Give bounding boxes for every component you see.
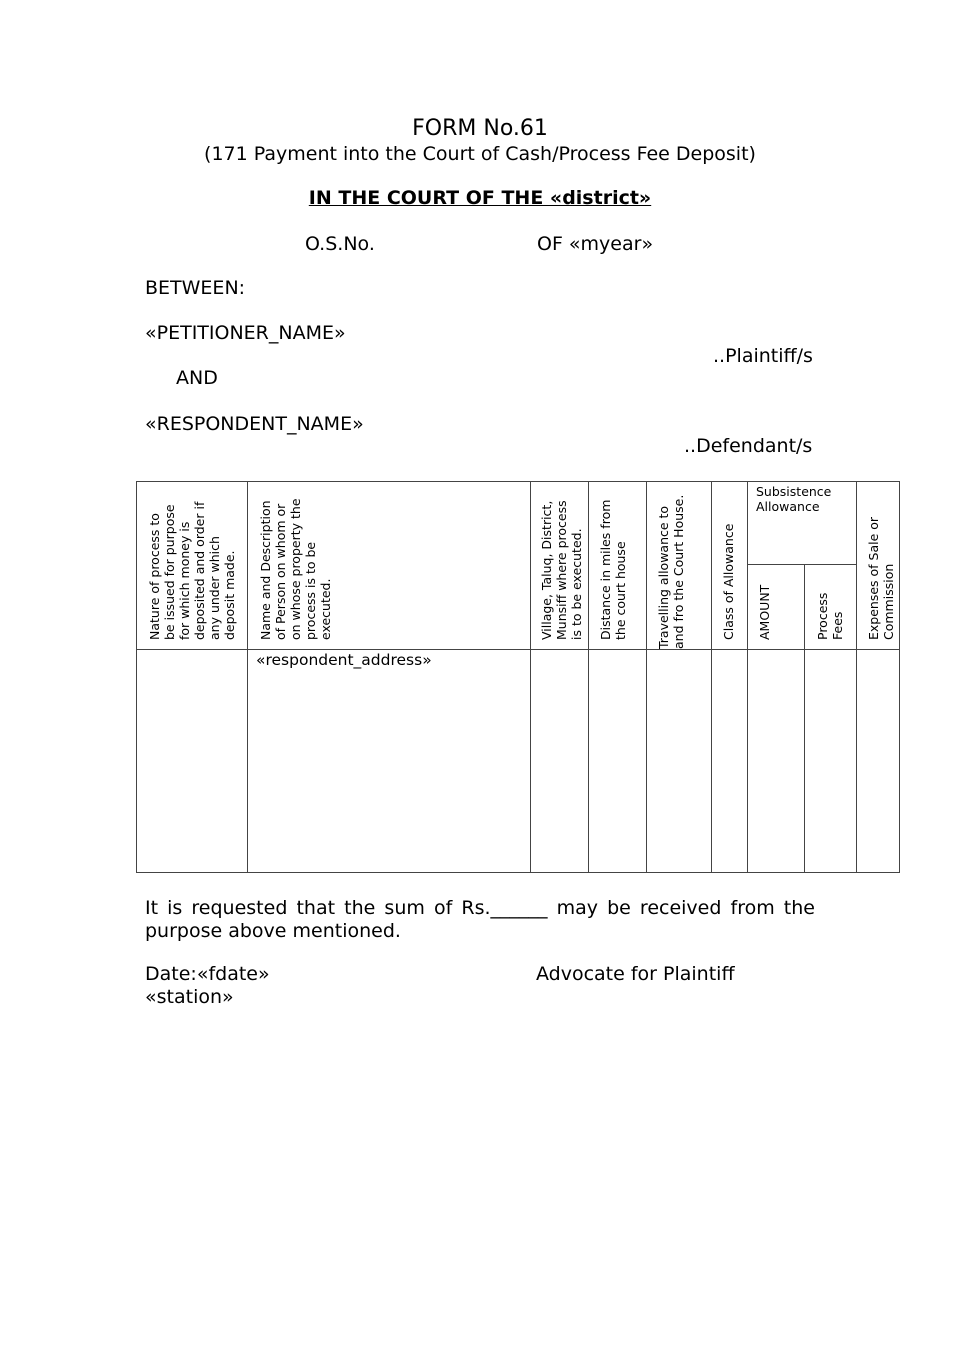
form-subtitle: (171 Payment into the Court of Cash/Process Fee Deposit): [204, 143, 756, 165]
header-process-fees: Process Fees: [815, 592, 845, 640]
os-number-label: O.S.No.: [305, 233, 375, 255]
header-amount: AMOUNT: [757, 584, 772, 640]
table-divider: [747, 482, 748, 872]
respondent-address-cell: «respondent_address»: [256, 651, 432, 669]
table-divider: [247, 482, 248, 872]
respondent-name: «RESPONDENT_NAME»: [145, 413, 364, 435]
deposit-table: [136, 481, 900, 873]
advocate-signature-label: Advocate for Plaintiff: [536, 963, 735, 985]
request-text: It is requested that the sum of Rs.______ may be received from the purpose above mentioned.: [145, 897, 815, 942]
of-year-label: OF «myear»: [537, 233, 654, 255]
table-divider: [530, 482, 531, 872]
court-heading: IN THE COURT OF THE «district»: [308, 187, 652, 209]
header-travelling-allowance: Travelling allowance to and fro the Court House.: [656, 494, 686, 649]
table-divider: [646, 482, 647, 872]
header-bottom-line: [137, 649, 899, 650]
header-subsistence-allowance: Subsistence Allowance: [756, 484, 832, 514]
header-nature-of-process: Nature of process to be issued for purpose for which money is deposited and order if any under which deposit made.: [147, 501, 237, 640]
date-field: Date:«fdate»: [145, 963, 270, 985]
header-expenses-commission: Expenses of Sale or Commission: [866, 516, 896, 640]
plaintiff-label: ..Plaintiff/s: [713, 345, 813, 367]
subsistence-divider: [747, 564, 856, 565]
header-distance: Distance in miles from the court house: [598, 499, 628, 640]
form-number: FORM No.61: [412, 116, 548, 141]
defendant-label: ..Defendant/s: [684, 435, 813, 457]
station-field: «station»: [145, 986, 234, 1008]
table-divider: [804, 564, 805, 872]
table-divider: [711, 482, 712, 872]
table-divider: [588, 482, 589, 872]
table-divider: [856, 482, 857, 872]
between-label: BETWEEN:: [145, 277, 246, 299]
header-class-of-allowance: Class of Allowance: [721, 523, 736, 640]
header-name-description: Name and Description of Person on whom or on whose property the process is to be executed.: [258, 498, 333, 640]
header-village-taluq: Village, Taluq, District, Munsiff where process is to be executed.: [539, 500, 584, 640]
and-label: AND: [176, 367, 218, 389]
petitioner-name: «PETITIONER_NAME»: [145, 322, 346, 344]
